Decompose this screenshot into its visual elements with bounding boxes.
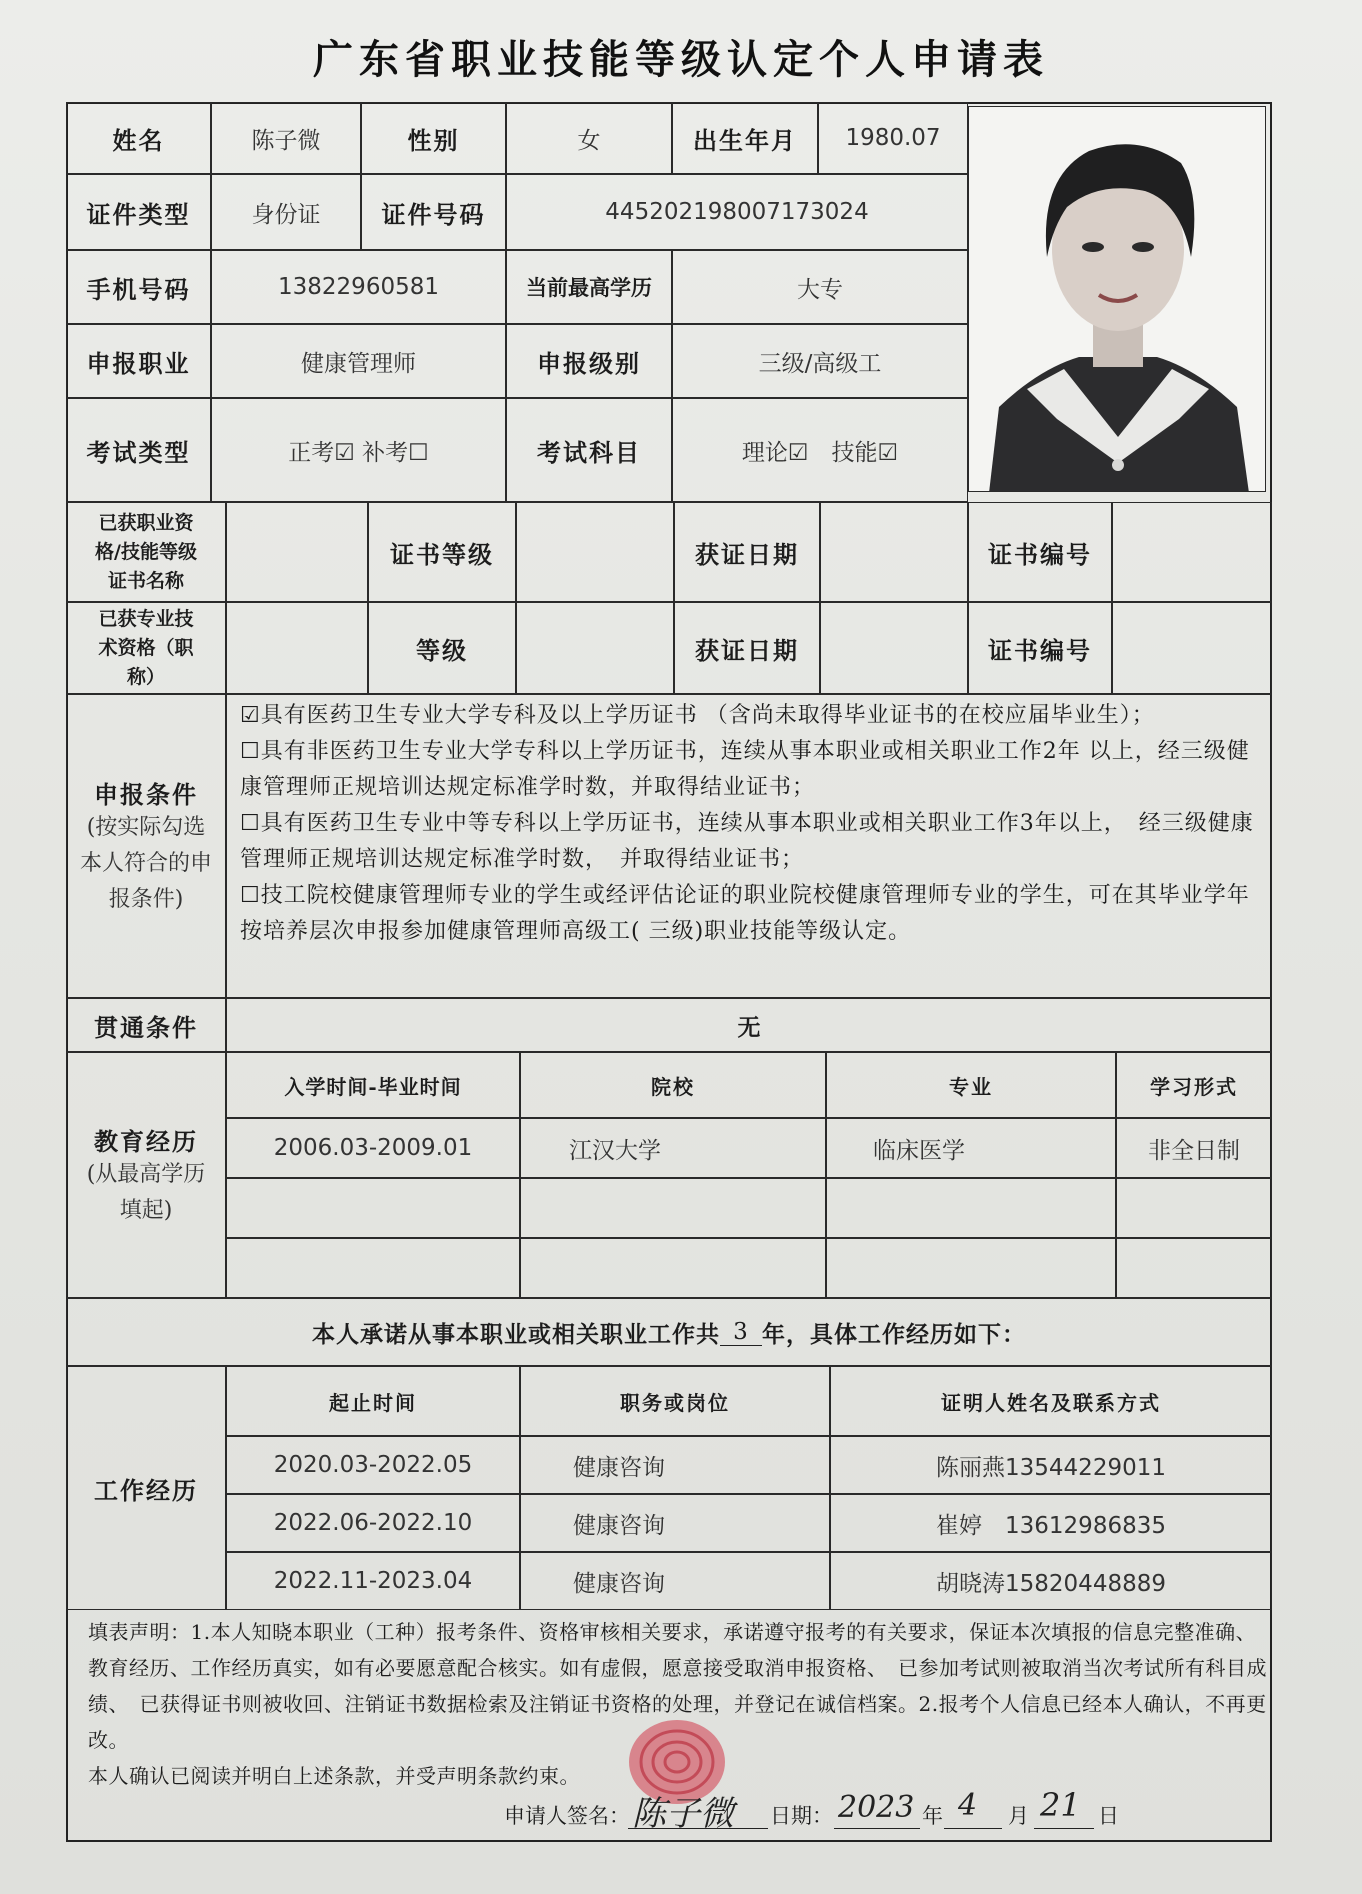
name-value: 陈子微 bbox=[211, 102, 361, 174]
signer-handwriting: 陈子微 bbox=[632, 1794, 734, 1834]
title-level-label: 等级 bbox=[368, 602, 516, 694]
subject-value: 理论☑ 技能☑ bbox=[672, 398, 968, 502]
birth-value: 1980.07 bbox=[818, 102, 968, 174]
table-row-cell bbox=[226, 1238, 520, 1298]
date-label: 日期： bbox=[770, 1804, 833, 1828]
occupation-value: 健康管理师 bbox=[211, 324, 506, 398]
table-row-cell: 2006.03-2009.01 bbox=[226, 1118, 520, 1178]
id-type-value: 身份证 bbox=[211, 174, 361, 250]
table-row-cell: 陈丽燕13544229011 bbox=[830, 1436, 1272, 1494]
table-row-cell bbox=[520, 1238, 826, 1298]
form-title: 广东省职业技能等级认定个人申请表 bbox=[313, 36, 1049, 83]
table-row-cell: 2022.06-2022.10 bbox=[226, 1494, 520, 1552]
table-row-cell: 2022.11-2023.04 bbox=[226, 1552, 520, 1610]
condition-item[interactable]: ☐具有医药卫生专业中等专科以上学历证书，连续从事本职业或相关职业工作3年以上， 经三级健康管理师正规培训达规定标准学时数， 并取得结业证书； bbox=[240, 811, 1254, 872]
table-row-cell: 江汉大学 bbox=[520, 1118, 826, 1178]
level-value: 三级/高级工 bbox=[672, 324, 968, 398]
phone-value: 13822960581 bbox=[211, 250, 506, 324]
edu-value: 大专 bbox=[672, 250, 968, 324]
level-label: 申报级别 bbox=[506, 324, 672, 398]
conditions-label-cell bbox=[66, 694, 226, 998]
phone-label: 手机号码 bbox=[66, 250, 211, 324]
gender-value: 女 bbox=[506, 102, 672, 174]
commitment-suffix: 年，具体工作经历如下： bbox=[762, 1320, 1026, 1348]
name-label: 姓名 bbox=[66, 102, 211, 174]
month-unit: 月 bbox=[1008, 1804, 1029, 1828]
cert-no-label: 证书编号 bbox=[968, 502, 1112, 602]
title-cert-no-label: 证书编号 bbox=[968, 602, 1112, 694]
table-row-cell bbox=[826, 1238, 1116, 1298]
table-row-cell bbox=[520, 1178, 826, 1238]
year-unit: 年 bbox=[922, 1804, 943, 1828]
declaration-paragraph: 填表声明：1.本人知晓本职业（工种）报考条件、资格审核相关要求，承诺遵守报考的有关要求，保证本次填报的信息完整准确、教育经历、工作经历真实，如有必要愿意配合核实。如有虚假，愿意接受取消申报资格、 已参加考试则被取消当次考试所有科目成绩、 已获得证书则被收回、注销证书数据检索及注销证书资格的处理，并登记在诚信档案。2.报考个人信息已经本人确认，不再更改。 bbox=[88, 1620, 1267, 1752]
id-type-label: 证件类型 bbox=[66, 174, 211, 250]
table-row-cell: 健康咨询 bbox=[520, 1552, 830, 1610]
portrait-image bbox=[969, 107, 1266, 492]
work-header-reference: 证明人姓名及联系方式 bbox=[830, 1366, 1272, 1436]
education-label-cell bbox=[66, 1052, 226, 1298]
edu-header-school: 院校 bbox=[520, 1052, 826, 1118]
subject-label: 考试科目 bbox=[506, 398, 672, 502]
edu-header-mode: 学习形式 bbox=[1116, 1052, 1272, 1118]
title-date-value bbox=[820, 602, 968, 694]
condition-item[interactable]: ☑具有医药卫生专业大学专科及以上学历证书 （含尚未取得毕业证书的在校应届毕业生）； bbox=[240, 703, 1155, 728]
exam-type-value: 正考☑ 补考☐ bbox=[211, 398, 506, 502]
edu-header-major: 专业 bbox=[826, 1052, 1116, 1118]
cert-date-value bbox=[820, 502, 968, 602]
cert-no-value bbox=[1112, 502, 1272, 602]
date-year: 2023 bbox=[838, 1790, 915, 1825]
through-label: 贯通条件 bbox=[66, 998, 226, 1052]
sign-label: 申请人签名： bbox=[504, 1804, 630, 1828]
exam-type-label: 考试类型 bbox=[66, 398, 211, 502]
work-label: 工作经历 bbox=[66, 1366, 226, 1610]
birth-label: 出生年月 bbox=[672, 102, 818, 174]
condition-item[interactable]: ☐具有非医药卫生专业大学专科以上学历证书，连续从事本职业或相关职业工作2年 以上，经三级健康管理师正规培训达规定标准学时数，并取得结业证书； bbox=[240, 739, 1250, 800]
declaration-confirm: 本人确认已阅读并明白上述条款，并受声明条款约束。 bbox=[88, 1764, 580, 1788]
work-header-period: 起止时间 bbox=[226, 1366, 520, 1436]
conditions-label: 申报条件 bbox=[94, 779, 198, 809]
education-sublabel: (从最高学历填起) bbox=[86, 1161, 206, 1223]
occupation-label: 申报职业 bbox=[66, 324, 211, 398]
id-no-label: 证件号码 bbox=[361, 174, 506, 250]
table-row-cell: 胡晓涛15820448889 bbox=[830, 1552, 1272, 1610]
applicant-photo bbox=[968, 106, 1266, 492]
day-unit: 日 bbox=[1098, 1804, 1119, 1828]
date-day: 21 bbox=[1040, 1786, 1081, 1824]
title-cert-value bbox=[226, 602, 368, 694]
table-row-cell: 健康咨询 bbox=[520, 1494, 830, 1552]
table-row-cell bbox=[1116, 1238, 1272, 1298]
title-cert-no-value bbox=[1112, 602, 1272, 694]
table-row-cell bbox=[1116, 1178, 1272, 1238]
table-row-cell: 2020.03-2022.05 bbox=[226, 1436, 520, 1494]
id-no-value: 445202198007173024 bbox=[506, 174, 968, 250]
title-date-label: 获证日期 bbox=[674, 602, 820, 694]
table-row-cell bbox=[826, 1178, 1116, 1238]
cert-level-label: 证书等级 bbox=[368, 502, 516, 602]
commitment-row bbox=[66, 1298, 1272, 1366]
edu-header-period: 入学时间-毕业时间 bbox=[226, 1052, 520, 1118]
condition-item[interactable]: ☐技工院校健康管理师专业的学生或经评估论证的职业院校健康管理师专业的学生，可在其毕业学年按培养层次申报参加健康管理师高级工( 三级)职业技能等级认定。 bbox=[240, 883, 1250, 944]
through-value: 无 bbox=[226, 998, 1272, 1052]
cert-date-label: 获证日期 bbox=[674, 502, 820, 602]
table-row-cell: 崔婷 13612986835 bbox=[830, 1494, 1272, 1552]
table-row-cell: 非全日制 bbox=[1116, 1118, 1272, 1178]
cert-level-value bbox=[516, 502, 674, 602]
conditions-sublabel: (按实际勾选本人符合的申报条件) bbox=[79, 814, 212, 912]
table-row-cell bbox=[226, 1178, 520, 1238]
edu-label: 当前最高学历 bbox=[506, 250, 672, 324]
education-label: 教育经历 bbox=[94, 1126, 198, 1156]
day-underline bbox=[1034, 1828, 1094, 1829]
conditions-list bbox=[230, 690, 1270, 958]
work-header-post: 职务或岗位 bbox=[520, 1366, 830, 1436]
title-cert-label: 已获专业技术资格（职称） bbox=[66, 602, 226, 694]
title-level-value bbox=[516, 602, 674, 694]
gender-label: 性别 bbox=[361, 102, 506, 174]
sign-underline bbox=[628, 1828, 768, 1829]
year-underline bbox=[834, 1828, 920, 1829]
table-row-cell: 健康咨询 bbox=[520, 1436, 830, 1494]
month-underline bbox=[944, 1828, 1002, 1829]
date-month: 4 bbox=[958, 1788, 978, 1823]
cert-name-value bbox=[226, 502, 368, 602]
commitment-prefix: 本人承诺从事本职业或相关职业工作共 bbox=[312, 1320, 720, 1348]
table-row-cell: 临床医学 bbox=[826, 1118, 1116, 1178]
cert-name-label: 已获职业资格/技能等级证书名称 bbox=[66, 502, 226, 602]
commitment-years: 3 bbox=[720, 1319, 762, 1346]
